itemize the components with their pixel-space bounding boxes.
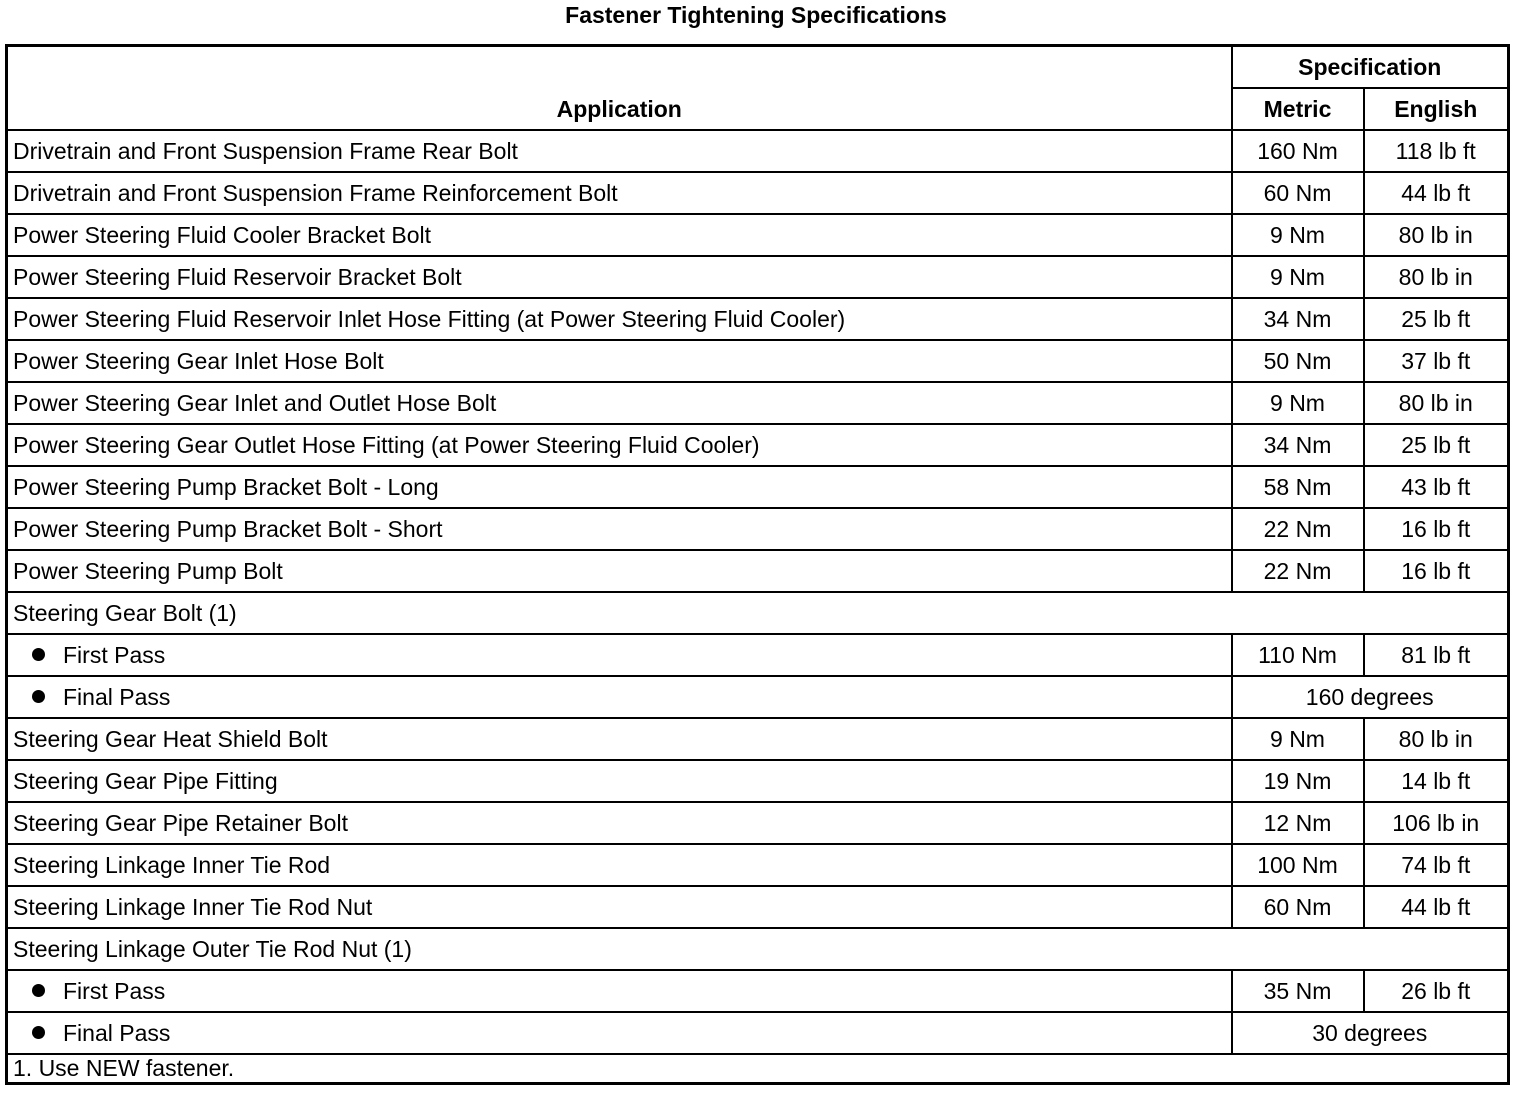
table-row	[7, 256, 1509, 298]
application-cell	[7, 676, 1232, 718]
table-row	[7, 424, 1509, 466]
table-row	[7, 844, 1509, 886]
application-label: Power Steering Pump Bolt	[13, 557, 283, 584]
group-heading	[7, 928, 1509, 970]
table-row	[7, 508, 1509, 550]
english-header: English	[1364, 88, 1509, 130]
application-label: Steering Gear Bolt (1)	[13, 599, 237, 626]
combined-spec-cell: 30 degrees	[1232, 1012, 1509, 1054]
metric-cell: 35 Nm	[1232, 970, 1364, 1012]
page-title: Fastener Tightening Specifications	[565, 2, 947, 28]
application-label: First Pass	[63, 977, 166, 1004]
english-cell: 118 lb ft	[1364, 130, 1509, 172]
english-cell: 81 lb ft	[1364, 634, 1509, 676]
table-row	[7, 340, 1509, 382]
table-row	[7, 760, 1509, 802]
metric-cell: 9 Nm	[1232, 718, 1364, 760]
table-row	[7, 1012, 1509, 1054]
application-cell	[7, 172, 1232, 214]
table-row	[7, 676, 1509, 718]
application-cell	[7, 844, 1232, 886]
metric-cell: 160 Nm	[1232, 130, 1364, 172]
english-cell: 80 lb in	[1364, 256, 1509, 298]
table-row	[7, 298, 1509, 340]
application-label: Power Steering Gear Outlet Hose Fitting (at Power Steering Fluid Cooler)	[13, 431, 760, 458]
english-cell: 80 lb in	[1364, 382, 1509, 424]
application-label: Final Pass	[63, 683, 171, 710]
combined-spec-cell: 160 degrees	[1232, 676, 1509, 718]
table-row	[7, 172, 1509, 214]
metric-cell: 9 Nm	[1232, 256, 1364, 298]
bullet-icon	[32, 984, 45, 997]
english-cell: 14 lb ft	[1364, 760, 1509, 802]
metric-cell: 110 Nm	[1232, 634, 1364, 676]
footnote: 1. Use NEW fastener.	[7, 1054, 1509, 1084]
bullet-icon	[32, 1026, 45, 1039]
application-cell	[7, 298, 1232, 340]
table-row	[7, 130, 1509, 172]
english-cell: 44 lb ft	[1364, 172, 1509, 214]
metric-cell: 9 Nm	[1232, 214, 1364, 256]
application-cell	[7, 340, 1232, 382]
spec-table-body	[7, 130, 1509, 1054]
table-row	[7, 970, 1509, 1012]
table-row	[7, 214, 1509, 256]
metric-cell: 19 Nm	[1232, 760, 1364, 802]
metric-cell: 34 Nm	[1232, 424, 1364, 466]
bullet-icon	[32, 690, 45, 703]
english-cell: 43 lb ft	[1364, 466, 1509, 508]
application-cell	[7, 424, 1232, 466]
metric-header: Metric	[1232, 88, 1364, 130]
english-cell: 25 lb ft	[1364, 298, 1509, 340]
application-label: Steering Gear Pipe Fitting	[13, 767, 278, 794]
table-row	[7, 634, 1509, 676]
application-label: Power Steering Pump Bracket Bolt - Short	[13, 515, 443, 542]
application-label: Steering Gear Pipe Retainer Bolt	[13, 809, 348, 836]
english-cell: 16 lb ft	[1364, 550, 1509, 592]
application-label: Power Steering Fluid Reservoir Inlet Hose Fitting (at Power Steering Fluid Cooler)	[13, 305, 846, 332]
application-cell	[7, 550, 1232, 592]
metric-cell: 12 Nm	[1232, 802, 1364, 844]
application-label: Power Steering Fluid Cooler Bracket Bolt	[13, 221, 432, 248]
metric-cell: 60 Nm	[1232, 172, 1364, 214]
table-row	[7, 928, 1509, 970]
table-row	[7, 592, 1509, 634]
application-label: Steering Gear Heat Shield Bolt	[13, 725, 328, 752]
metric-cell: 34 Nm	[1232, 298, 1364, 340]
application-label: Steering Linkage Inner Tie Rod	[13, 851, 331, 878]
application-label: Drivetrain and Front Suspension Frame Reinforcement Bolt	[13, 179, 618, 206]
english-cell: 106 lb in	[1364, 802, 1509, 844]
application-label: Power Steering Pump Bracket Bolt - Long	[13, 473, 439, 500]
application-cell	[7, 634, 1232, 676]
english-cell: 25 lb ft	[1364, 424, 1509, 466]
english-cell: 74 lb ft	[1364, 844, 1509, 886]
application-label: Steering Linkage Inner Tie Rod Nut	[13, 893, 373, 920]
english-cell: 80 lb in	[1364, 214, 1509, 256]
application-label: Steering Linkage Outer Tie Rod Nut (1)	[13, 935, 412, 962]
fastener-spec-table	[5, 44, 1510, 1085]
application-cell	[7, 214, 1232, 256]
english-cell: 37 lb ft	[1364, 340, 1509, 382]
metric-cell: 60 Nm	[1232, 886, 1364, 928]
application-cell	[7, 718, 1232, 760]
application-cell	[7, 1012, 1232, 1054]
application-cell	[7, 130, 1232, 172]
metric-cell: 50 Nm	[1232, 340, 1364, 382]
table-row	[7, 886, 1509, 928]
metric-cell: 58 Nm	[1232, 466, 1364, 508]
application-label: Power Steering Fluid Reservoir Bracket Bolt	[13, 263, 462, 290]
application-label: First Pass	[63, 641, 166, 668]
application-cell	[7, 802, 1232, 844]
application-cell	[7, 508, 1232, 550]
english-cell: 16 lb ft	[1364, 508, 1509, 550]
application-label: Power Steering Gear Inlet Hose Bolt	[13, 347, 384, 374]
english-cell: 80 lb in	[1364, 718, 1509, 760]
application-cell	[7, 760, 1232, 802]
application-cell	[7, 256, 1232, 298]
metric-cell: 100 Nm	[1232, 844, 1364, 886]
application-cell	[7, 382, 1232, 424]
metric-cell: 9 Nm	[1232, 382, 1364, 424]
application-cell	[7, 466, 1232, 508]
specification-header: Specification	[1232, 46, 1509, 89]
metric-cell: 22 Nm	[1232, 550, 1364, 592]
english-cell: 26 lb ft	[1364, 970, 1509, 1012]
bullet-icon	[32, 648, 45, 661]
table-row	[7, 802, 1509, 844]
application-cell	[7, 886, 1232, 928]
metric-cell: 22 Nm	[1232, 508, 1364, 550]
application-cell	[7, 970, 1232, 1012]
table-row	[7, 550, 1509, 592]
english-cell: 44 lb ft	[1364, 886, 1509, 928]
table-row	[7, 382, 1509, 424]
table-row	[7, 718, 1509, 760]
application-label: Drivetrain and Front Suspension Frame Rear Bolt	[13, 137, 518, 164]
application-header: Application	[7, 46, 1232, 131]
table-row	[7, 466, 1509, 508]
application-label: Final Pass	[63, 1019, 171, 1046]
group-heading	[7, 592, 1509, 634]
application-label: Power Steering Gear Inlet and Outlet Hose Bolt	[13, 389, 497, 416]
